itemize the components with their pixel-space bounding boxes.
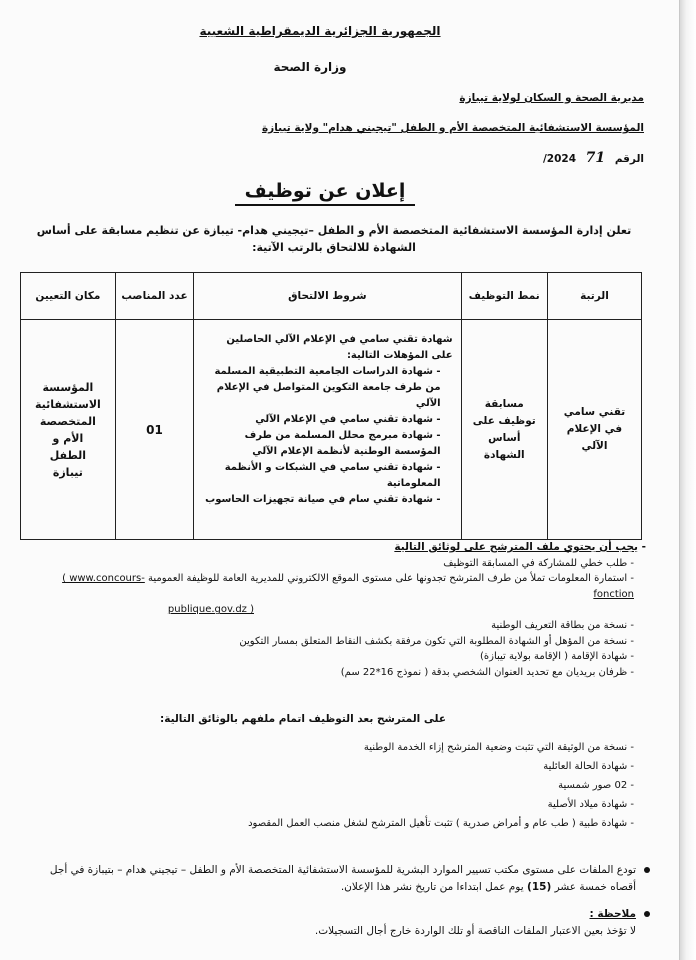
- institution-line: المؤسسة الاستشفائية المتخصصة الأم و الطفل "تيجيني هدام" ولاية تيبازة: [261, 122, 644, 134]
- page-title: إعلان عن توظيف: [180, 180, 470, 210]
- documents-list: [46, 556, 646, 681]
- condition-item: - شهادة تقني سام في صيانة تجهيزات الحاسوب: [204, 492, 440, 508]
- header-count: عدد المناصب: [115, 273, 193, 320]
- cell-conditions: [194, 320, 461, 540]
- directorate-line: مديرية الصحة و السكان لولاية تيبازة: [459, 92, 644, 104]
- condition-item: - شهادة الدراسات الجامعية التطبيقية المسلمة من طرف جامعة التكوين المتواصل في الإعلام الآلي: [204, 364, 440, 412]
- header-grade: الرتبة: [547, 273, 641, 320]
- cell-count: 01: [115, 320, 193, 540]
- ministry-heading: وزارة الصحة: [273, 60, 347, 74]
- after-item: - شهادة ميلاد الأصلية: [46, 795, 634, 814]
- reference-number: [543, 150, 644, 166]
- document-item: - شهادة الإقامة ( الإقامة بولاية تيبازة): [46, 649, 634, 665]
- reference-handwritten: 71: [585, 150, 606, 166]
- website-link-part2[interactable]: publique.gov.dz ): [167, 604, 254, 616]
- document-item: - نسخة من بطاقة التعريف الوطنية: [46, 618, 634, 634]
- bullet-icon: [644, 911, 650, 917]
- website-link-part1[interactable]: ( www.concours-fonction: [62, 573, 634, 600]
- document-item: - ظرفان بريديان مع تحديد العنوان الشخصي بدقة ( نموذج 16*22 سم): [46, 665, 634, 681]
- reference-year: /2024: [542, 153, 577, 165]
- deposit-paragraph: تودع الملفات على مستوى مكتب تسيير الموارد البشرية للمؤسسة الاستشفائية المتخصصة الأم و الطفل – تيجيني هدام – بتيبازة في أجل أقصاه خمسة عشر (15) يوم عمل ابتداءا من تاريخ نشر هذا الإعلان.: [38, 862, 648, 896]
- documents-heading: - يجب أن يحتوي ملف المترشح على لوثائق التالية: [394, 541, 646, 553]
- note-section: [38, 906, 648, 940]
- after-item: - شهادة الحالة العائلية: [46, 757, 634, 776]
- after-hire-heading: على المترشح بعد التوظيف اتمام ملفهم بالوثائق التالية:: [160, 713, 446, 725]
- intro-paragraph: تعلن إدارة المؤسسة الاستشفائية المتخصصة الأم و الطفل –تيجيني هدام- تيبازة عن تنظيم مسابقة على أساس الشهادة للالتحاق بالرتب الآتية:: [36, 224, 632, 254]
- header-conditions: شروط الالتحاق: [194, 273, 461, 320]
- after-hire-list: [46, 738, 646, 833]
- positions-table: [20, 272, 642, 540]
- after-item: - نسخة من الوثيقة التي تثبت وضعية المترشح إزاء الخدمة الوطنية: [46, 738, 634, 757]
- conditions-intro: شهادة تقني سامي في الإعلام الآلي الحاصلين على المؤهلات التالية:: [226, 334, 453, 361]
- conditions-list: [204, 364, 452, 508]
- documents-section: [46, 540, 646, 680]
- after-item: - شهادة طبية ( طب عام و أمراض صدرية ) تثبت تأهيل المترشح لشغل منصب العمل المقصود: [46, 814, 634, 833]
- condition-item: - شهادة تقني سامي في الإعلام الآلي: [204, 412, 440, 428]
- header-place: مكان التعيين: [21, 273, 116, 320]
- republic-heading: الجمهورية الجزائرية الديمقراطية الشعبية: [199, 24, 441, 38]
- document-item: - طلب خطي للمشاركة في المسابقة التوظيف: [46, 556, 634, 572]
- table-row: [21, 320, 642, 540]
- reference-label: الرقم: [614, 153, 644, 165]
- after-item: - 02 صور شمسية: [46, 776, 634, 795]
- document-item: - نسخة من المؤهل أو الشهادة المطلوبة التي تكون مرفقة بكشف النقاط المتعلق بمسار التكوين: [46, 634, 634, 650]
- note-heading: ملاحظة :: [589, 908, 636, 920]
- header-mode: نمط التوظيف: [461, 273, 547, 320]
- condition-item: - شهادة تقني سامي في الشبكات و الأنظمة المعلوماتية: [204, 460, 440, 492]
- condition-item: - شهادة مبرمج محلل المسلمة من طرف المؤسسة الوطنية لأنظمة الإعلام الآلي: [204, 428, 440, 460]
- cell-place: المؤسسة الاستشفائية المتخصصة الأم و الطفل تيبازة: [21, 320, 116, 540]
- page-edge: [679, 0, 696, 960]
- note-text: لا تؤخذ بعين الاعتبار الملفات الناقصة أو تلك الواردة خارج أجال التسجيلات.: [314, 925, 636, 937]
- cell-grade: تقني سامي في الإعلام الآلي: [547, 320, 641, 540]
- bullet-icon: [644, 867, 650, 873]
- document-item: - استمارة المعلومات تملأ من طرف المترشح تجدونها على مستوى الموقع الالكتروني للمديرية العامة للوظيفة العمومية ( www.concours-fonction publique.gov.dz ): [46, 571, 634, 618]
- cell-mode: مسابقة توظيف على أساس الشهادة: [461, 320, 547, 540]
- table-header-row: [21, 273, 642, 320]
- after-hire-section: [46, 712, 646, 833]
